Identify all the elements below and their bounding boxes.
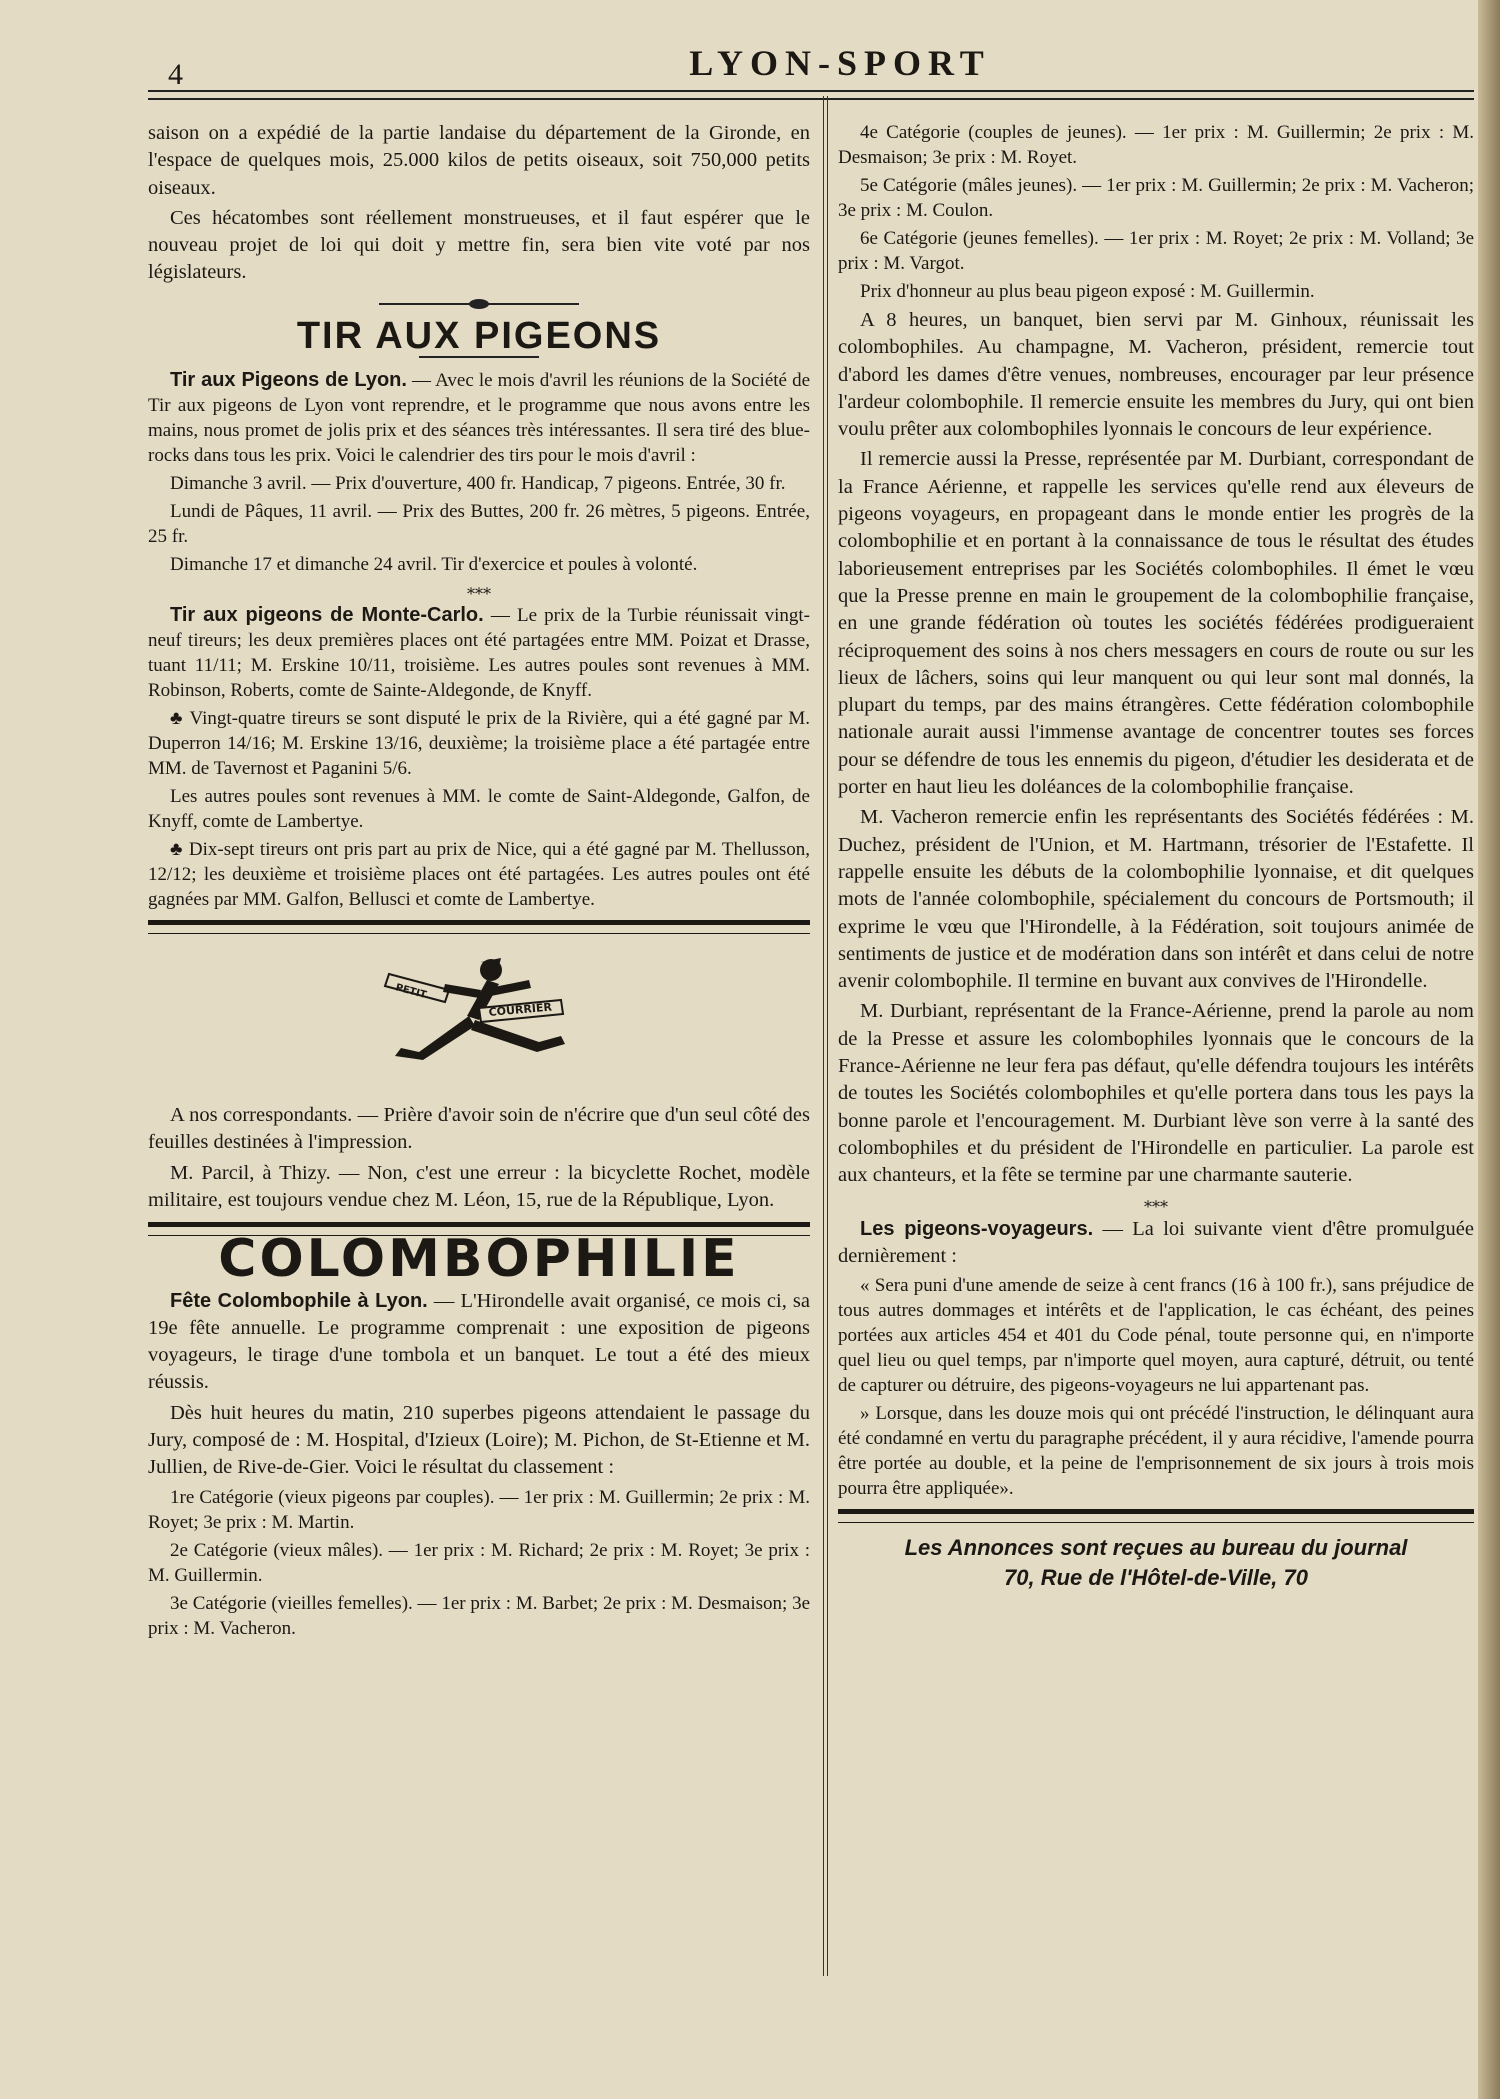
law-text: » Lorsque, dans les douze mois qui ont précédé l'instruction, le délinquant aura été condamné en vertu du paragraphe précédent, il y aura récidive, l'amende pourra être portée au double, et la peine de l'emprisonnement de six jours à trois mois pourra être appliquée». bbox=[838, 1403, 1474, 1500]
correspondence-note: M. Parcil, à Thizy. — Non, c'est une erreur : la bicyclette Rochet, modèle militaire, est toujours vendue chez M. Léon, 15, rue de la République, Lyon. bbox=[148, 1161, 810, 1211]
law-text: « Sera puni d'une amende de seize à cent francs (16 à 100 fr.), sans préjudice de tous autres dommages et intérêts et de l'application, le cas échéant, des peines portées aux articles 454 et 401 du Code pénal, toute personne qui, en n'importe quel lieu ou quel temps, par n'importe quel moyen, aura capturé, détruit, ou tenté de capturer ou détruire, des pigeons-voyageurs ne lui appartenant pas. bbox=[838, 1275, 1474, 1397]
right-column bbox=[838, 120, 1474, 1593]
section-heading-colombophilie: COLOMBOPHILIE bbox=[218, 1229, 740, 1290]
paragraph: ♣ Vingt-quatre tireurs se sont disputé le prix de la Rivière, qui a été gagné par M. Duperron 14/16; M. Erskine 13/16, deuxième; la troisième place a été partagée entre MM. de Tavernost et Paganini 5/6. bbox=[148, 708, 810, 780]
article-body: — La loi suivante vient d'être promulguée dernièrement : bbox=[838, 1217, 1474, 1267]
advert-notice bbox=[838, 1533, 1474, 1593]
paragraph: M. Vacheron remercie enfin les représentants des Sociétés fédérées : M. Duchez, président de l'Union, et M. Hartmann, trésorier de l'Estafette. Il rappelle ensuite les débuts de la colombophilie lyonnaise, et dit quelques mots de l'année colombophile, spécialement du concours de Portsmouth; il exprime le vœu que l'Hirondelle, à la Fédération, soit toujours animée de sentiments de justice et de modération dans son intérêt et dans celui de notre avenir colombophile. Il termine en buvant aux convives de l'Hirondelle. bbox=[838, 806, 1474, 993]
article-body: — Le prix de la Turbie réunissait vingt-neuf tireurs; les deux premières places ont été partagées entre MM. Poizat et Drasse, tuant 11/11; M. Erskine 10/11, troisième. Les autres poules sont revenues à MM. Robinson, Roberts, comte de Sainte-Aldegonde, de Knyff. bbox=[148, 605, 810, 702]
paragraph: saison on a expédié de la partie landaise du département de la Gironde, en l'espace de quelques mois, 25.000 kilos de petits oiseaux, soit 750,000 petits oiseaux. bbox=[148, 122, 810, 199]
running-man-icon bbox=[349, 944, 609, 1084]
honor-prize: Prix d'honneur au plus beau pigeon exposé : M. Guillermin. bbox=[860, 281, 1315, 302]
section-heading-tir: TIR AUX PIGEONS bbox=[296, 314, 662, 357]
advert-address: 70, Rue de l'Hôtel-de-Ville, 70 bbox=[1004, 1565, 1308, 1591]
calendar-entry: Dimanche 3 avril. — Prix d'ouverture, 400 fr. Handicap, 7 pigeons. Entrée, 30 fr. bbox=[170, 473, 786, 495]
article-pigeons-voyageurs bbox=[838, 1216, 1474, 1271]
asterism: ⁎⁎⁎ bbox=[467, 581, 491, 599]
header-rule bbox=[148, 90, 1474, 100]
paragraph: M. Durbiant, représentant de la France-Aérienne, prend la parole au nom de la Presse et assure les colombophiles lyonnais que le concours de la France-Aérienne ne leur fera pas défaut, qu'elle défendra toujours les intérêts de toutes les Sociétés colombophiles et qu'elle portera dans tous les pays la bonne parole et l'encouragement. M. Durbiant lève son verre à la santé des colombophiles et du président de l'Hirondelle en particulier. La parole est aux chanteurs, et la fête se termine par une charmante sauterie. bbox=[838, 1000, 1474, 1187]
category-result: 5e Catégorie (mâles jeunes). — 1er prix : M. Guillermin; 2e prix : M. Vacheron; 3e prix : M. Coulon. bbox=[838, 175, 1474, 221]
left-column bbox=[148, 120, 810, 1644]
petit-courrier-logo bbox=[148, 944, 810, 1094]
page-edge-shadow bbox=[1478, 0, 1500, 2099]
asterism: ⁎⁎⁎ bbox=[1144, 1193, 1168, 1211]
category-result: 3e Catégorie (vieilles femelles). — 1er prix : M. Barbet; 2e prix : M. Desmaison; 3e prix : M. Vacheron. bbox=[148, 1592, 810, 1639]
article-title: Tir aux Pigeons de Lyon. bbox=[170, 369, 407, 392]
paragraph: ♣ Dix-sept tireurs ont pris part au prix de Nice, qui a été gagné par M. Thellusson, 12/12; les deuxième et troisième places ont été partagées. Les autres poules ont été gagnées par MM. Galfon, Bellusci et comte de Lambertye. bbox=[148, 839, 810, 911]
article-body: — Avec le mois d'avril les réunions de la Société de Tir aux pigeons de Lyon vont reprendre, et le programme que nous avons entre les mains, nous promet de jolis prix et des séances très intéressantes. Il sera tiré des blue-rocks dans tous les prix. Voici le calendrier des tirs pour le mois d'avril : bbox=[148, 370, 811, 467]
section-rule bbox=[838, 1509, 1474, 1523]
article-title: Fête Colombophile à Lyon. bbox=[170, 1289, 428, 1312]
article-tir-lyon bbox=[148, 368, 810, 468]
calendar-entry: Lundi de Pâques, 11 avril. — Prix des Buttes, 200 fr. 26 mètres, 5 pigeons. Entrée, 25 fr. bbox=[148, 501, 810, 548]
article-title: Tir aux pigeons de Monte-Carlo. bbox=[170, 604, 484, 627]
logo-text-petit: PETIT bbox=[394, 982, 428, 1002]
paragraph: A 8 heures, un banquet, bien servi par M. Ginhoux, réunissait les colombophiles. Au champagne, M. Vacheron, président, remercie tout d'abord les dames d'être venues, nombreuses, encourager par leur présence l'ardeur colombophile. Il remercie ensuite les membres du Jury, qui ont bien voulu prêter aux colombophiles lyonnais le concours de leur expérience. bbox=[838, 309, 1474, 441]
article-monte-carlo bbox=[148, 603, 810, 703]
paragraph: Les autres poules sont revenues à MM. le comte de Saint-Aldegonde, Galfon, de Knyff, comte de Lambertye. bbox=[148, 786, 810, 833]
article-body: — L'Hirondelle avait organisé, ce mois ci, sa 19e fête annuelle. Le programme comprenait : une exposition de pigeons voyageurs, le tirage d'une tombola et un banquet. Le tout a été des mieux réussis. bbox=[148, 1289, 810, 1394]
paragraph: Dès huit heures du matin, 210 superbes pigeons attendaient le passage du Jury, composé de : M. Hospital, d'Izieux (Loire); M. Pichon, de St-Etienne et M. Jullien, de Rive-de-Gier. Voici le résultat du classement : bbox=[148, 1401, 810, 1479]
paragraph: Il remercie aussi la Presse, représentée par M. Durbiant, correspondant de la France Aérienne, et rappelle les services qu'elle rend aux éleveurs de pigeons voyageurs, en propageant dans le monde entier les progrès de la colombophilie et en portant à la connaissance de tous le résultat des études laborieusement entreprises par les Sociétés colombophiles. Il émet le vœu que la Presse prenne en main le groupement de la colombophilie française, en une grande fédération où toutes les sociétés fédérées prodigueraient réciproquement des soins à nos chers messagers en cours de route ou sur les lieux de lâchers, soins qui leur manquent ou qui leur sont mal donnés, la plupart du temps, par des mains étrangères. Cette fédération colombophile nationale aurait aussi l'immense avantage de concentrer toutes ses forces pour se défendre de tous les ennemis du pigeon, d'étudier les desiderata et de porter en haut lieu les doléances de la colombophilie française. bbox=[838, 448, 1474, 799]
calendar-entry: Dimanche 17 et dimanche 24 avril. Tir d'exercice et poules à volonté. bbox=[170, 554, 698, 576]
category-result: 2e Catégorie (vieux mâles). — 1er prix : M. Richard; 2e prix : M. Royet; 3e prix : M. Guillermin. bbox=[148, 1539, 810, 1586]
section-rule bbox=[148, 920, 810, 934]
article-title: Les pigeons-voyageurs. bbox=[860, 1217, 1094, 1240]
column-divider bbox=[823, 96, 828, 1976]
correspondence-note: A nos correspondants. — Prière d'avoir soin de n'écrire que d'un seul côté des feuilles destinées à l'impression. bbox=[148, 1104, 810, 1154]
masthead: LYON-SPORT bbox=[689, 43, 991, 83]
paragraph: Ces hécatombes sont réellement monstrueuses, et il faut espérer que le nouveau projet de loi qui doit y mettre fin, sera bien vite voté par nos législateurs. bbox=[148, 206, 810, 284]
ornament-divider bbox=[379, 299, 579, 309]
category-result: 6e Catégorie (jeunes femelles). — 1er prix : M. Royet; 2e prix : M. Volland; 3e prix : M. Vargot. bbox=[838, 228, 1474, 274]
category-result: 1re Catégorie (vieux pigeons par couples). — 1er prix : M. Guillermin; 2e prix : M. Royet; 3e prix : M. Martin. bbox=[148, 1486, 810, 1533]
logo-text-courrier: COURRIER bbox=[488, 1000, 553, 1020]
advert-line: Les Annonces sont reçues au bureau du journal bbox=[904, 1535, 1408, 1561]
page-number: 4 bbox=[168, 58, 183, 91]
category-result: 4e Catégorie (couples de jeunes). — 1er prix : M. Guillermin; 2e prix : M. Desmaison; 3e prix : M. Royet. bbox=[838, 122, 1474, 168]
article-fete bbox=[148, 1288, 810, 1397]
